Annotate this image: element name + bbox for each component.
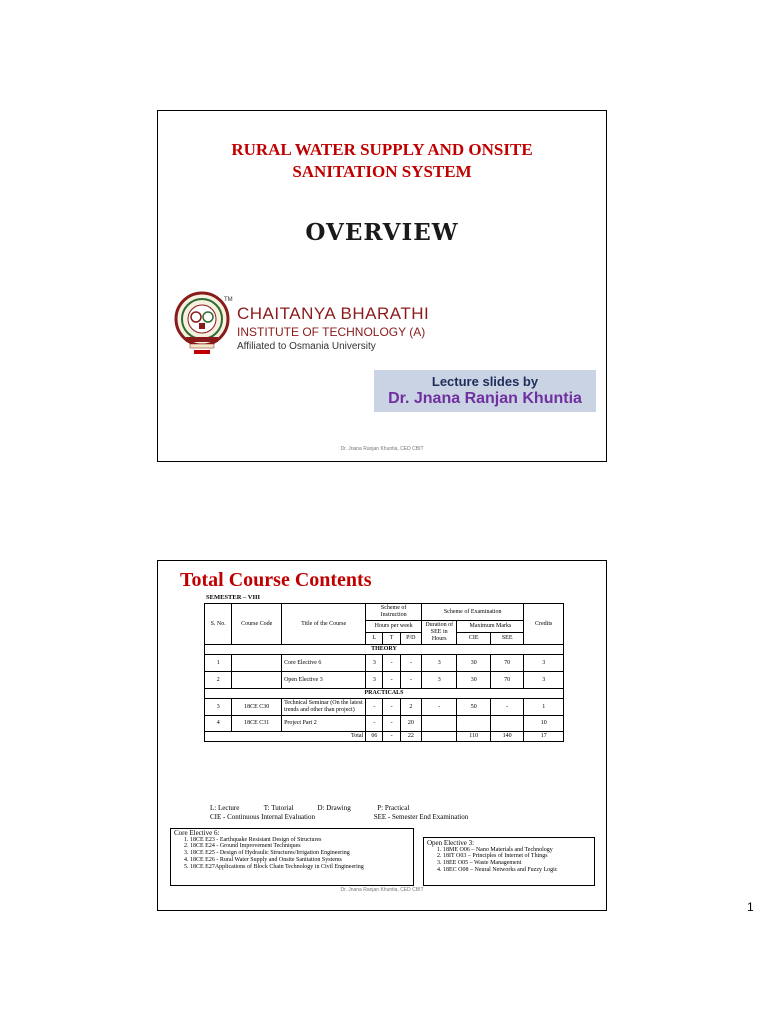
lecture-credit-box (374, 370, 596, 412)
legend-practical: P: Practical (377, 804, 410, 812)
list-item: 3. 18EE O05 – Waste Management (437, 860, 522, 867)
slide1-title (158, 139, 606, 183)
cell-t: - (383, 655, 400, 672)
header-credits: Credits (524, 604, 564, 645)
cell-t: - (383, 699, 400, 716)
theory-label: THEORY (205, 645, 564, 655)
core-elective-box (170, 828, 414, 886)
header-duration: Duration of SEE in Hours (421, 621, 456, 645)
cell-l: - (366, 699, 383, 716)
author-name: Dr. Jnana Ranjan Khuntia (388, 390, 582, 407)
total-see: 140 (490, 732, 523, 742)
cell-code (232, 672, 282, 689)
cell-duration: 3 (421, 655, 456, 672)
cell-title: Technical Seminar (On the latest trends and other than project) (282, 699, 366, 716)
cell-l: 3 (366, 655, 383, 672)
cell-l: 3 (366, 672, 383, 689)
cell-pd: - (400, 672, 421, 689)
list-item: 2. 18IT O03 – Principles of Internet of Things (437, 853, 548, 860)
title-line-1: RURAL WATER SUPPLY AND ONSITE (231, 140, 533, 159)
cell-duration: 3 (421, 672, 456, 689)
table-row (205, 716, 564, 732)
cell-title: Open Elective 3 (282, 672, 366, 689)
cell-sno: 1 (205, 655, 232, 672)
header-pd: P/D (400, 633, 421, 645)
cell-cie (457, 716, 490, 732)
semester-label: SEMESTER – VIII (206, 594, 261, 601)
table-row (205, 699, 564, 716)
total-pd: 22 (400, 732, 421, 742)
lecture-label: Lecture slides by (431, 374, 539, 389)
cell-see: 70 (490, 655, 523, 672)
cell-sno: 2 (205, 672, 232, 689)
list-item: 3. 18CE E25 - Design of Hydraulic Structures/Irrigation Engineering (184, 850, 350, 857)
cell-pd: 20 (400, 716, 421, 732)
cell-see: 70 (490, 672, 523, 689)
cell-cie: 50 (457, 699, 490, 716)
practicals-label: PRACTICALS (205, 689, 564, 699)
core-elective-title: Core Elective 6: (174, 829, 220, 837)
legend-cie: CIE - Continuous Internal Evaluation (210, 813, 315, 821)
slide-2 (157, 560, 607, 911)
slide1-footer: Dr. Jnana Ranjan Khuntia, CED CBIT (340, 446, 424, 452)
cell-sno: 4 (205, 716, 232, 732)
trademark-mark: TM (224, 297, 233, 303)
list-item: 5. 18CE E27Applications of Block Chain Technology in Civil Engineering (184, 863, 364, 870)
cell-see (490, 716, 523, 732)
legend-line-2 (210, 813, 468, 821)
cell-l: - (366, 716, 383, 732)
total-credits: 17 (524, 732, 564, 742)
cell-credits: 3 (524, 655, 564, 672)
list-item: 2. 18CE E24 - Ground Improvement Techniques (184, 843, 301, 850)
cell-credits: 3 (524, 672, 564, 689)
cell-pd: 2 (400, 699, 421, 716)
overview-heading: OVERVIEW (305, 219, 459, 246)
cell-pd: - (400, 655, 421, 672)
table-row (205, 672, 564, 689)
cell-duration: - (421, 699, 456, 716)
total-label: Total (205, 732, 366, 742)
table-header-row (205, 604, 564, 621)
legend-drawing: D: Drawing (317, 804, 351, 812)
slide-1 (157, 110, 607, 462)
table-row (205, 655, 564, 672)
cell-credits: 1 (524, 699, 564, 716)
cell-code (232, 655, 282, 672)
header-scheme-instruction: Scheme of Instruction (366, 604, 422, 621)
total-t: - (383, 732, 400, 742)
cell-code: 18CE C31 (232, 716, 282, 732)
institute-affiliation: Affiliated to Osmania University (237, 341, 376, 352)
header-t: T (383, 633, 400, 645)
slide2-footer: Dr. Jnana Ranjan Khuntia, CED CBIT (340, 887, 424, 893)
legend-line-1 (210, 804, 409, 812)
total-duration (421, 732, 456, 742)
list-item: 4. 18CE E26 - Rural Water Supply and Onsite Sanitation Systems (184, 856, 342, 863)
course-table (204, 603, 564, 742)
open-elective-title: Open Elective 3: (427, 839, 475, 847)
cell-cie: 30 (457, 655, 490, 672)
legend-tutorial: T: Tutorial (263, 804, 294, 812)
header-cie: CIE (457, 633, 490, 645)
cell-title: Project Part 2 (282, 716, 366, 732)
page-number: 1 (747, 900, 754, 914)
institute-subtitle: INSTITUTE OF TECHNOLOGY (A) (237, 325, 426, 339)
section-row-theory (205, 645, 564, 655)
total-l: 06 (366, 732, 383, 742)
cell-see: - (490, 699, 523, 716)
title-line-2: SANITATION SYSTEM (292, 162, 472, 181)
legend-lecture: L: Lecture (210, 804, 240, 812)
total-row (205, 732, 564, 742)
header-hours-per-week: Hours per week (366, 621, 422, 633)
total-cie: 110 (457, 732, 490, 742)
open-elective-box (423, 837, 595, 886)
header-max-marks: Maximum Marks (457, 621, 524, 633)
cell-credits: 10 (524, 716, 564, 732)
slide2-title: Total Course Contents (180, 569, 372, 591)
cell-title: Core Elective 6 (282, 655, 366, 672)
cell-code: 18CE C30 (232, 699, 282, 716)
header-course-title: Title of the Course (282, 604, 366, 645)
list-item: 1. 18CE E23 - Earthquake Resistant Design of Structures (184, 836, 322, 843)
header-course-code: Course Code (232, 604, 282, 645)
cell-sno: 3 (205, 699, 232, 716)
header-l: L (366, 633, 383, 645)
header-scheme-exam: Scheme of Examination (421, 604, 523, 621)
legend-see: SEE - Semester End Examination (373, 813, 469, 821)
header-see: SEE (490, 633, 523, 645)
cell-cie: 30 (457, 672, 490, 689)
list-item: 4. 18EC O08 – Neural Networks and Fuzzy Logic (437, 866, 558, 873)
cell-t: - (383, 716, 400, 732)
cell-duration (421, 716, 456, 732)
section-row-practicals (205, 689, 564, 699)
cell-t: - (383, 672, 400, 689)
list-item: 1. 18ME O06 – Nano Materials and Technology (437, 846, 553, 853)
institute-name: CHAITANYA BHARATHI (237, 304, 430, 323)
institute-seal-logo (174, 289, 230, 359)
header-sno: S. No. (205, 604, 232, 645)
